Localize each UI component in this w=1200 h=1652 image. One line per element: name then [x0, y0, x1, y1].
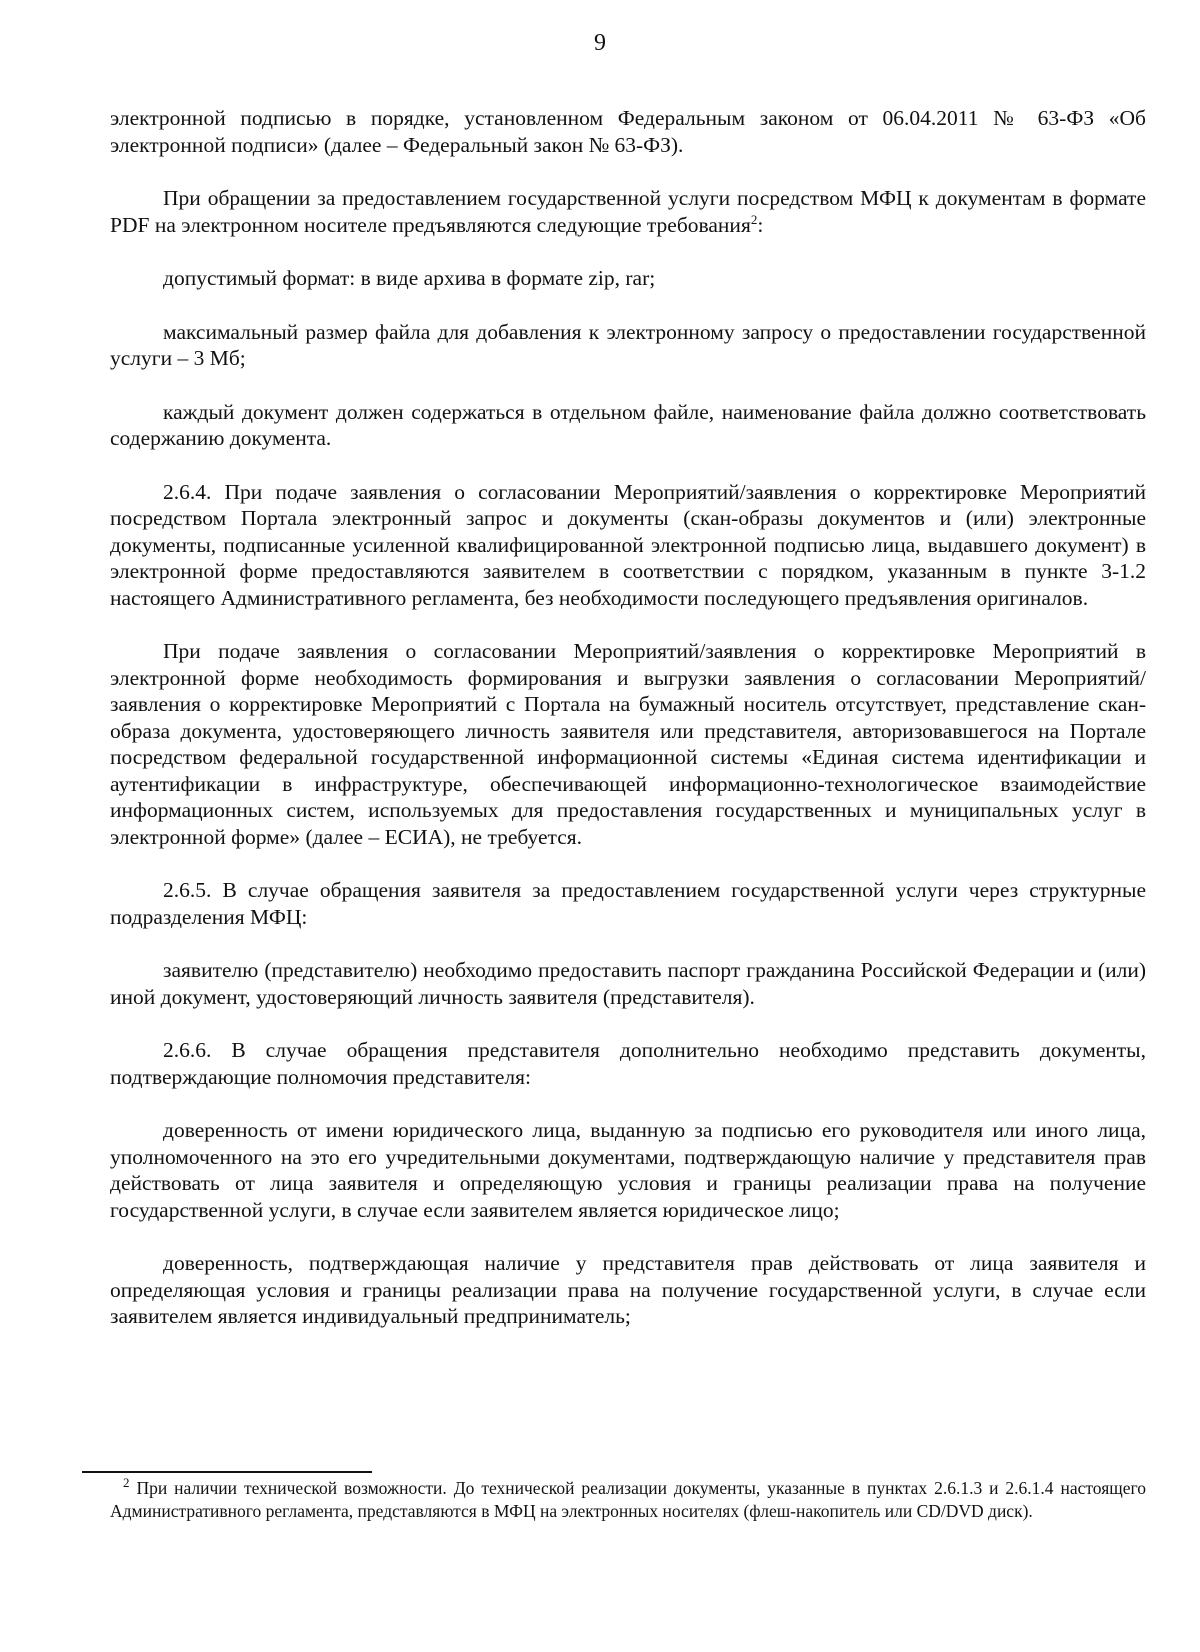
- paragraph-continuation: электронной подписью в порядке, установленном Федеральным законом от 06.04.2011 № 63-ФЗ «Об электронной подписи» (далее – Федеральный закон № 63-ФЗ).: [110, 106, 1146, 157]
- document-body: [110, 105, 1146, 1357]
- paragraph-text-suffix: :: [757, 212, 764, 237]
- paragraph-entrepreneur-proxy: доверенность, подтверждающая наличие у представителя прав действовать от лица заявителя и определяющая условия и границы реализации права на получение государственной услуги, в случае если заявителем является индивидуальный предприниматель;: [110, 1251, 1146, 1328]
- paragraph-max-size: максимальный размер файла для добавления к электронному запросу о предоставлении государственной услуги – 3 Мб;: [110, 319, 1146, 370]
- footnote: [110, 1477, 1146, 1523]
- paragraph-2-6-4: 2.6.4. При подаче заявления о согласовании Мероприятий/заявления о корректировке Мероприятий посредством Портала электронный запрос и документы (скан-образы документов и (или) электронные документы, подписанные усиленной квалифицированной электронной подписью лица, выдавшего документ) в электронной форме предоставляются заявителем в соответствии с порядком, указанным в пункте 3-1.2 настоящего Административного регламента, без необходимости последующего предъявления оригиналов.: [110, 479, 1146, 610]
- paragraph-format: допустимый формат: в виде архива в формате zip, rar;: [163, 266, 656, 290]
- paragraph-2-6-6: 2.6.6. В случае обращения представителя дополнительно необходимо представить документы, подтверждающие полномочия представителя:: [110, 1038, 1146, 1089]
- footnote-text: При наличии технической возможности. До технической реализации документы, указанные в пунктах 2.6.1.3 и 2.6.1.4 настоящего Административного регламента, представляются в МФЦ на электронных носителях (флеш-накопитель или CD/DVD диск).: [110, 1478, 1147, 1521]
- paragraph-passport: заявителю (представителю) необходимо предоставить паспорт гражданина Российской Федерации и (или) иной документ, удостоверяющий личность заявителя (представителя).: [110, 958, 1146, 1009]
- paragraph-text: При обращении за предоставлением государственной услуги посредством МФЦ к документам в формате PDF на электронном носителе предъявляются следующие требования: [110, 186, 1146, 237]
- paragraph-separate-files: каждый документ должен содержаться в отдельном файле, наименование файла должно соответствовать содержанию документа.: [110, 399, 1146, 450]
- footnote-paragraph: [110, 1477, 1146, 1523]
- paragraph-mfc-pdf-requirements: [110, 185, 1146, 238]
- footnote-reference: 2: [750, 211, 758, 227]
- footnote-marker: 2: [123, 1475, 130, 1491]
- paragraph-electronic-form: При подаче заявления о согласовании Мероприятий/заявления о корректировке Мероприятий в электронной форме необходимость формирования и выгрузки заявления о согласовании Мероприятий/заявления о корректировке Мероприятий с Портала на бумажный носитель отсутствует, представление скан-образа документа, удостоверяющего личность заявителя или представителя, авторизовавшегося на Портале посредством федеральной государственной информационной системы «Единая система идентификации и аутентификации в инфраструктуре, обеспечивающей информационно-технологическое взаимодействие информационных систем, используемых для предоставления государственных и муниципальных услуг в электронной форме» (далее – ЕСИА), не требуется.: [110, 639, 1146, 849]
- paragraph-legal-entity-proxy: доверенность от имени юридического лица, выданную за подписью его руководителя или иного лица, уполномоченного на это его учредительными документами, подтверждающую наличие у представителя прав действовать от лица заявителя и определяющую условия и границы реализации права на получение государственной услуги, в случае если заявителем является юридическое лицо;: [110, 1118, 1146, 1222]
- page-number: 9: [594, 30, 606, 56]
- footnote-separator: [82, 1471, 372, 1473]
- paragraph-2-6-5: 2.6.5. В случае обращения заявителя за предоставлением государственной услуги через структурные подразделения МФЦ:: [110, 878, 1146, 929]
